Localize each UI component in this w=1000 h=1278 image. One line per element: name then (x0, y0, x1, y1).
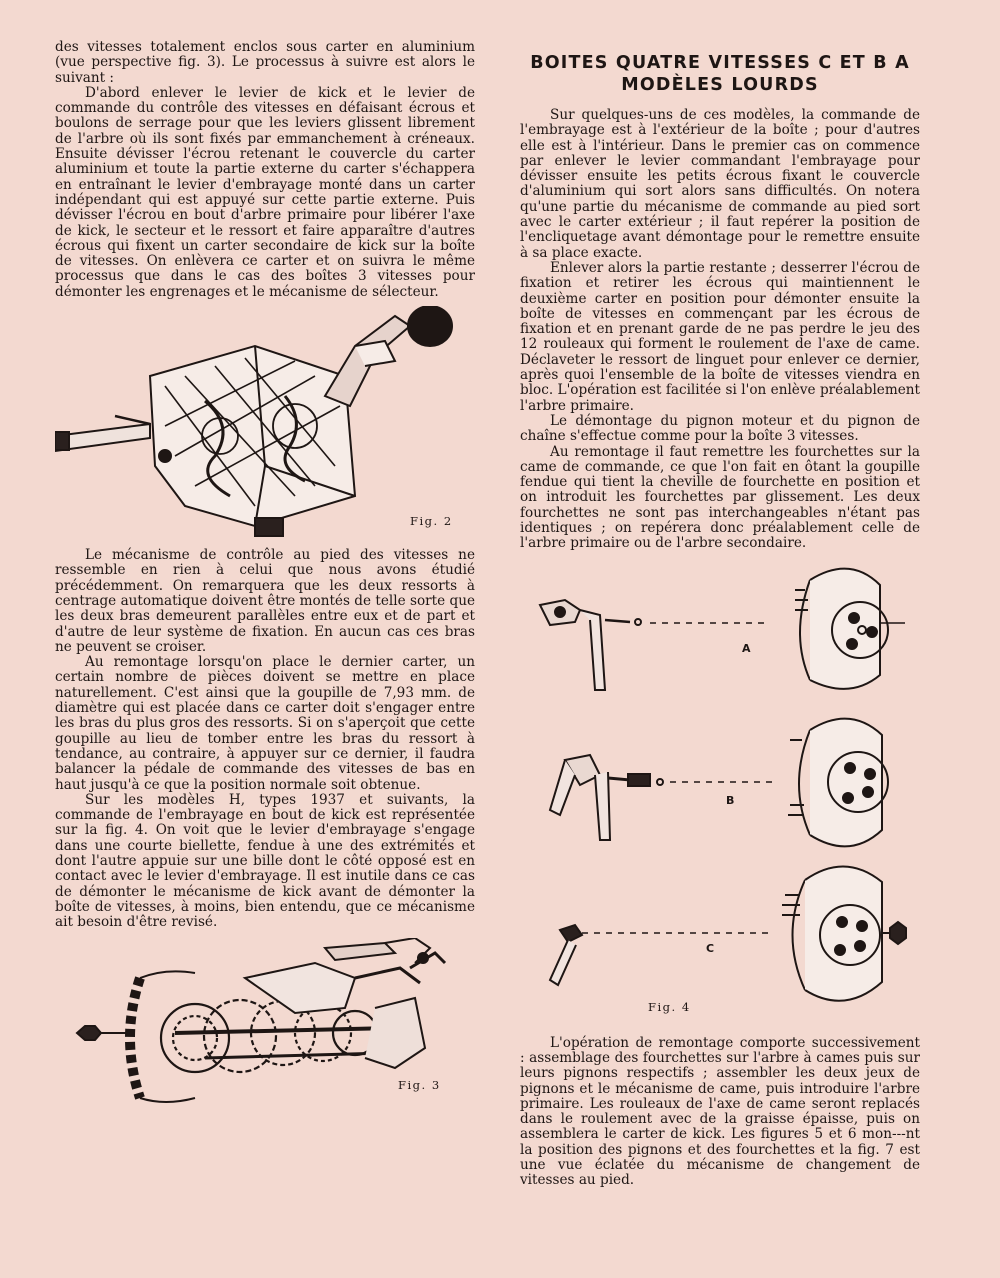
figure-2-illustration (55, 306, 475, 542)
right-paragraph-3: Le démontage du pignon moteur et du pignon de chaîne s'effectue comme pour la boîte 3 vitesses. (520, 412, 920, 445)
figure-3-caption: Fig. 3 (398, 1078, 441, 1093)
left-column (55, 40, 475, 1108)
section-title-line-2: MODÈLES LOURDS (621, 75, 819, 95)
figure-4-caption: Fig. 4 (648, 999, 691, 1014)
assembly-c (550, 866, 906, 1000)
figure-3 (55, 938, 475, 1108)
fig4-label-c: C (706, 941, 715, 955)
right-paragraph-2: Enlever alors la partie restante ; desserrer l'écrou de fixation et retirer les écrous qui maintiennent le deuxième carter en position pour démonter ensuite la boîte de vitesses en commençant par les écrous de fixation et en prenant garde de ne pas perdre le jeu des 12 rouleaux qui forment le roulement de l'axe de came. Déclaveter le ressort de linguet pour enlever ce dernier, après quoi l'ensemble de la boîte de vitesses viendra en bloc. L'opération est facilitée si l'on enlève préalablement l'arbre primaire. (520, 259, 920, 414)
right-paragraph-1: Sur quelques-uns de ces modèles, la commande de l'embrayage est à l'extérieur de la boîte ; pour d'autres elle est à l'intérieur. Dans le premier cas on commence par enlever le levier commandant l'embrayage pour dévisser ensuite les petits écrous fixant le couvercle d'aluminium qui sort alors sans difficultés. On notera qu'une partie du mécanisme de commande au pied sort avec le carter extérieur ; il faut repérer la position de l'encliquetage avant démontage pour le remettre ensuite à sa place exacte. (520, 107, 920, 261)
figure-4-illustration (520, 560, 920, 1020)
assembly-b (550, 718, 888, 846)
left-paragraph-5: Sur les modèles H, types 1937 et suivants, la commande de l'embrayage en bout de kick est représentée sur la fig. 4. On voit que le levier d'embrayage s'engage dans une courte biellette, fendue à une des extrémités et dont l'autre appuie sur une bille dont le côté opposé est en contact avec le levier d'embrayage. Il est inutile dans ce cas de démonter le mécanisme de kick avant de démonter la boîte de vitesses, à moins, bien entendu, que ce mécanisme ait besoin d'être revisé. (55, 791, 475, 931)
fig4-label-b: B (726, 793, 735, 807)
left-paragraph-1: des vitesses totalement enclos sous carter en aluminium (vue perspective fig. 3). Le processus à suivre est alors le suivant : (55, 39, 475, 86)
right-paragraph-5: L'opération de remontage comporte successivement : assemblage des fourchettes sur l'arbre à cames puis sur leurs pignons respectifs ; assembler les deux jeux de pignons et le mécanisme de came, puis introduire l'arbre primaire. Les rouleaux de l'axe de came seront replacés dans le roulement avec de la graisse épaisse, puis on assemblera le carter de kick. Les figures 5 et 6 mon‑‑‑nt la position des pignons et des fourchettes et la fig. 7 est une vue éclatée du mécanisme de changement de vitesses au pied. (520, 1034, 920, 1189)
fig4-label-a: A (742, 641, 751, 655)
figure-2 (55, 306, 475, 542)
section-title (520, 52, 920, 96)
figure-4 (520, 560, 920, 1020)
assembly-a (540, 568, 905, 689)
left-paragraph-2: D'abord enlever le levier de kick et le levier de commande du contrôle des vitesses en défaisant écrous et boulons de serrage pour que les leviers glissent librement de l'arbre où ils sont fixés par emmanchement à créneaux. Ensuite dévisser l'écrou retenant le couvercle du carter aluminium et toute la partie externe du carter s'échappera en entraînant le levier d'embrayage monté dans un carter indépendant qui est appuyé sur cette partie externe. Puis dévisser l'écrou en bout d'arbre primaire pour libérer l'axe de kick, le secteur et le ressort et faire apparaître d'autres écrous qui fixent un carter secondaire de kick sur la boîte de vitesses. On enlèvera ce carter et on suivra le même processus que dans le cas des boîtes 3 vitesses pour démonter les engrenages et le mécanisme de sélecteur. (55, 84, 475, 300)
right-paragraph-4: Au remontage il faut remettre les fourchettes sur la came de commande, ce que l'on fait en ôtant la goupille fendue qui tient la cheville de fourchette en position et on introduit les fourchettes par glissement. Les deux fourchettes ne sont pas interchangeables n'étant pas identiques ; on repérera donc préalablement celle de l'arbre primaire ou de l'arbre secondaire. (520, 443, 920, 552)
left-paragraph-3: Le mécanisme de contrôle au pied des vitesses ne ressemble en rien à celui que nous avons étudié précédemment. On remarquera que les deux ressorts à centrage automatique doivent être montés de telle sorte que les deux bras demeurent parallèles entre eux et de part et d'autre de leur système de fixation. En aucun cas ces bras ne peuvent se croiser. (55, 547, 475, 655)
figure-2-caption: Fig. 2 (410, 514, 453, 529)
section-title-line-1: BOITES QUATRE VITESSES C ET B A (530, 53, 910, 73)
right-column (520, 42, 920, 1189)
left-paragraph-4: Au remontage lorsqu'on place le dernier carter, un certain nombre de pièces doivent se mettre en place naturellement. C'est ainsi que la goupille de 7,93 mm. de diamètre qui est placée dans ce carter doit s'engager entre les bras du plus gros des ressorts. Si on s'aperçoit que cette goupille au lieu de tomber entre les bras du ressort à tendance, au contraire, à appuyer sur ce dernier, il faudra balancer la pédale de commande des vitesses de bas en haut jusqu'à ce que la position normale soit obtenue. (55, 654, 475, 793)
